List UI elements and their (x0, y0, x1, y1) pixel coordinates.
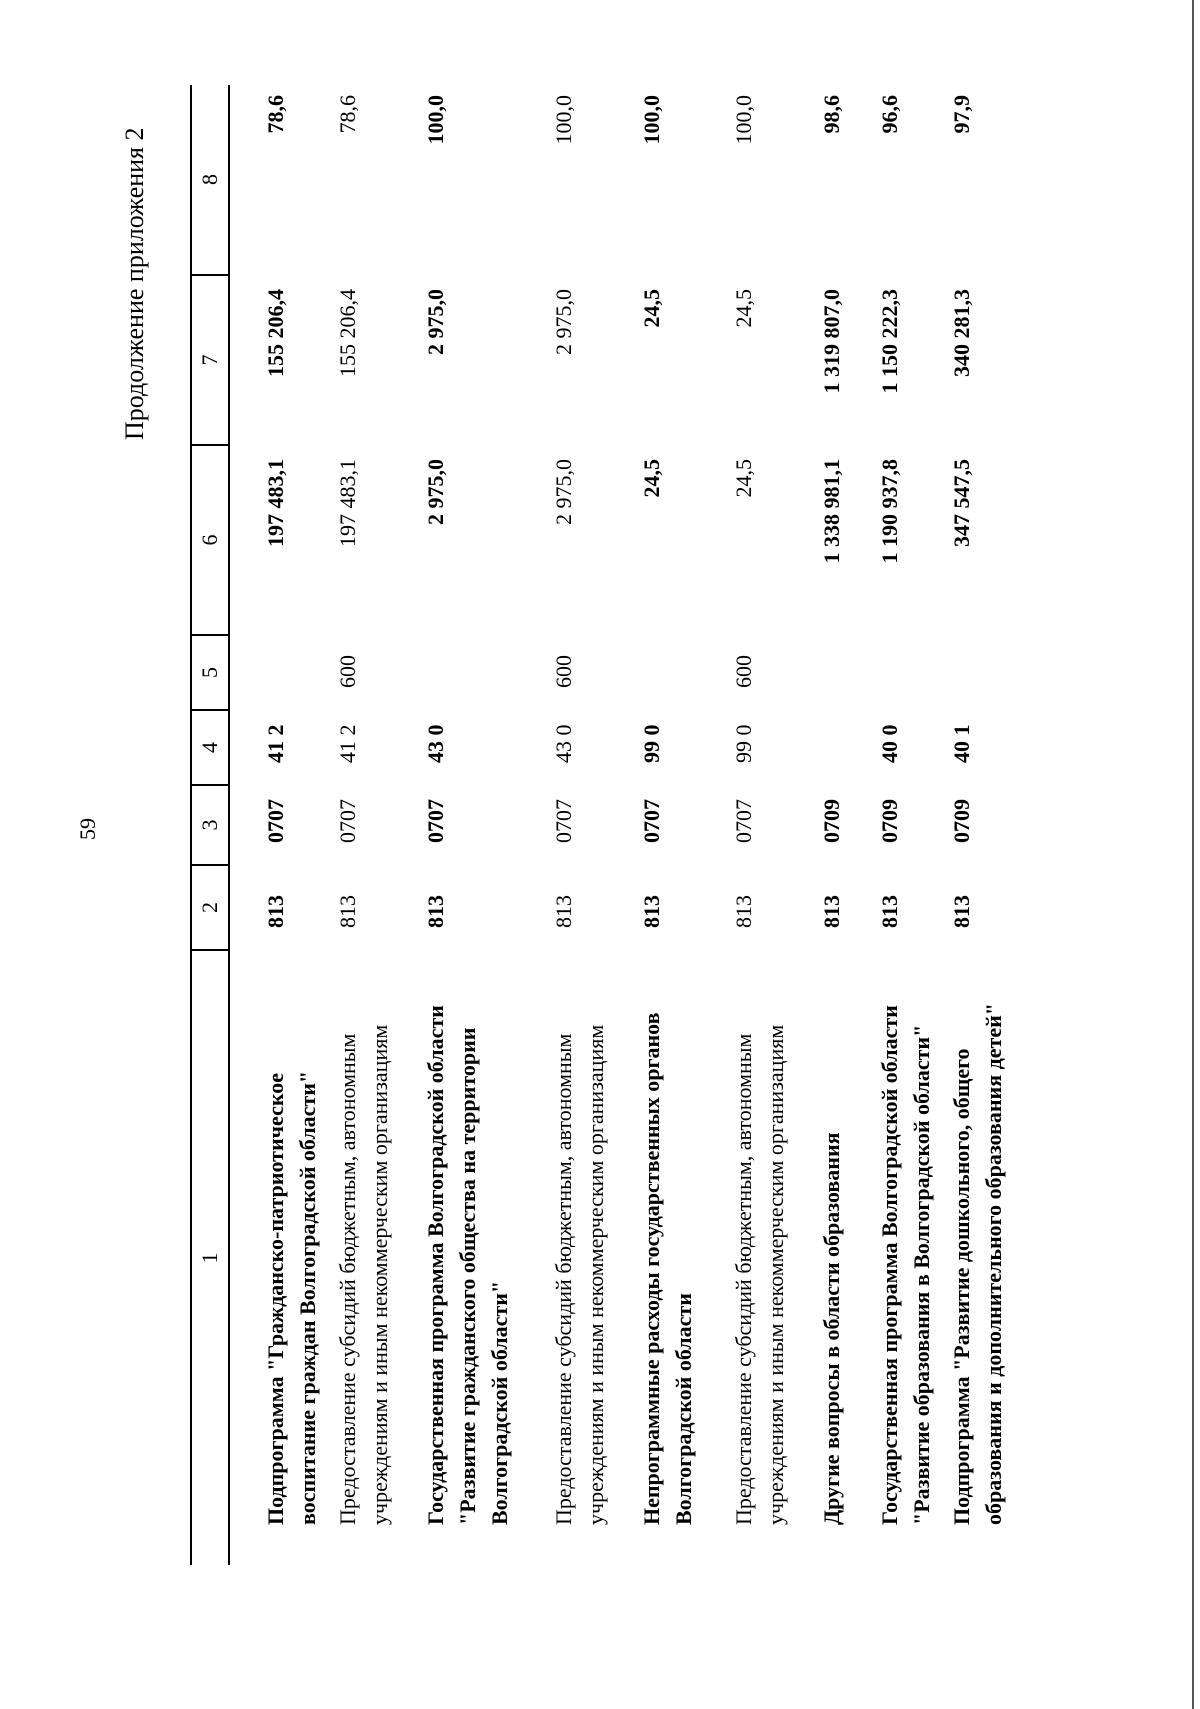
row-value-cell-c7: 2 975,0 (423, 289, 448, 355)
row-value-cell-c2: 813 (949, 895, 974, 928)
row-value-cell-c7: 24,5 (731, 289, 756, 328)
row-value-cell-c7: 24,5 (639, 289, 664, 328)
row-value-cell-c8: 97,9 (949, 95, 974, 134)
row-value-cell-c6: 2 975,0 (551, 459, 576, 525)
row-value-cell-c6: 1 338 981,1 (819, 459, 844, 564)
row-value-cell-c5: 600 (335, 655, 360, 688)
row-value-cell-c4: 41 2 (263, 724, 288, 763)
row-value-cell-c2: 813 (263, 895, 288, 928)
table-row (229, 85, 324, 1565)
row-value-cell-c2: 813 (423, 895, 448, 928)
column-header: 4 (191, 710, 229, 785)
row-value-cell-c7: 155 206,4 (335, 289, 360, 377)
table-row (720, 85, 808, 1565)
row-value-cell-c8: 100,0 (423, 95, 448, 145)
row-name-cell: Предоставление субсидий бюджетным, автономным учреждениям и иным некоммерческим организациям (335, 1024, 392, 1525)
row-name-cell: Государственная программа Волгоградской области "Развитие образования в Волгоградской области" (877, 1005, 934, 1525)
row-value-cell-c4 (808, 710, 866, 785)
table-row (866, 85, 938, 1565)
table-body (229, 85, 1010, 1565)
row-value-cell-c3: 0709 (819, 799, 844, 843)
row-name-cell: Подпрограмма "Гражданско-патриотическое воспитание граждан Волгоградской области" (263, 1070, 320, 1525)
row-value-cell-c7: 155 206,4 (263, 289, 288, 377)
table-row (412, 85, 540, 1565)
row-value-cell-c2: 813 (819, 895, 844, 928)
column-header: 1 (191, 950, 229, 1565)
table-row (540, 85, 628, 1565)
row-value-cell-c6: 1 190 937,8 (877, 459, 902, 564)
row-value-cell-c5: 600 (551, 655, 576, 688)
table-header-row (191, 85, 229, 1565)
row-value-cell-c4: 41 2 (335, 724, 360, 763)
row-value-cell-c2: 813 (335, 895, 360, 928)
row-value-cell-c3: 0709 (949, 799, 974, 843)
row-value-cell-c7: 2 975,0 (551, 289, 576, 355)
row-value-cell-c5 (866, 635, 938, 710)
column-header: 6 (191, 445, 229, 635)
row-value-cell-c5 (229, 635, 324, 710)
row-value-cell-c8: 100,0 (731, 95, 756, 145)
row-value-cell-c2: 813 (639, 895, 664, 928)
row-name-cell: Подпрограмма "Развитие дошкольного, общего образования и дополнительного образования детей" (949, 1003, 1006, 1525)
row-value-cell-c6: 2 975,0 (423, 459, 448, 525)
row-name-cell: Предоставление субсидий бюджетным, автономным учреждениям и иным некоммерческим организациям (731, 1024, 788, 1525)
row-value-cell-c4: 43 0 (423, 724, 448, 763)
row-value-cell-c3: 0709 (877, 799, 902, 843)
row-value-cell-c8: 78,6 (263, 95, 288, 134)
row-value-cell-c8: 100,0 (639, 95, 664, 145)
row-value-cell-c3: 0707 (335, 799, 360, 843)
row-value-cell-c3: 0707 (263, 799, 288, 843)
table-row (808, 85, 866, 1565)
row-value-cell-c4: 99 0 (639, 724, 664, 763)
budget-table (190, 85, 1010, 1565)
row-value-cell-c6: 197 483,1 (263, 459, 288, 547)
row-value-cell-c5 (412, 635, 540, 710)
column-header: 5 (191, 635, 229, 710)
page-number: 59 (75, 818, 100, 840)
column-header: 8 (191, 85, 229, 275)
column-header: 2 (191, 865, 229, 950)
row-name-cell: Предоставление субсидий бюджетным, автономным учреждениям и иным некоммерческим организациям (551, 1024, 608, 1525)
row-value-cell-c2: 813 (551, 895, 576, 928)
row-value-cell-c6: 24,5 (639, 459, 664, 498)
row-name-cell: Непрограммные расходы государственных органов Волгоградской области (639, 1012, 696, 1525)
row-value-cell-c6: 197 483,1 (335, 459, 360, 547)
row-value-cell-c8: 98,6 (819, 95, 844, 134)
row-value-cell-c5: 600 (731, 655, 756, 688)
table-row (628, 85, 720, 1565)
continuation-title: Продолжение приложения 2 (120, 127, 149, 440)
row-value-cell-c2: 813 (877, 895, 902, 928)
table-row (938, 85, 1010, 1565)
row-value-cell-c8: 96,6 (877, 95, 902, 134)
row-value-cell-c4: 99 0 (731, 724, 756, 763)
row-value-cell-c5 (808, 635, 866, 710)
row-value-cell-c6: 347 547,5 (949, 459, 974, 547)
row-value-cell-c5 (938, 635, 1010, 710)
row-value-cell-c5 (628, 635, 720, 710)
row-value-cell-c6: 24,5 (731, 459, 756, 498)
column-header: 3 (191, 785, 229, 865)
row-value-cell-c3: 0707 (639, 799, 664, 843)
row-value-cell-c4: 40 0 (877, 724, 902, 763)
row-value-cell-c7: 340 281,3 (949, 289, 974, 377)
row-value-cell-c7: 1 150 222,3 (877, 289, 902, 394)
budget-table-container (190, 85, 1010, 1565)
row-value-cell-c4: 43 0 (551, 724, 576, 763)
row-name-cell: Государственная программа Волгоградской области "Развитие гражданского общества на территории Волгоградской области" (423, 1005, 512, 1525)
column-header: 7 (191, 275, 229, 445)
row-value-cell-c8: 78,6 (335, 95, 360, 134)
row-name-cell: Другие вопросы в области образования (819, 1132, 844, 1525)
row-value-cell-c4: 40 1 (949, 724, 974, 763)
row-value-cell-c3: 0707 (551, 799, 576, 843)
row-value-cell-c7: 1 319 807,0 (819, 289, 844, 394)
row-value-cell-c3: 0707 (731, 799, 756, 843)
row-value-cell-c3: 0707 (423, 799, 448, 843)
row-value-cell-c8: 100,0 (551, 95, 576, 145)
scan-edge-line (1192, 0, 1194, 1709)
row-value-cell-c2: 813 (731, 895, 756, 928)
table-row (324, 85, 412, 1565)
